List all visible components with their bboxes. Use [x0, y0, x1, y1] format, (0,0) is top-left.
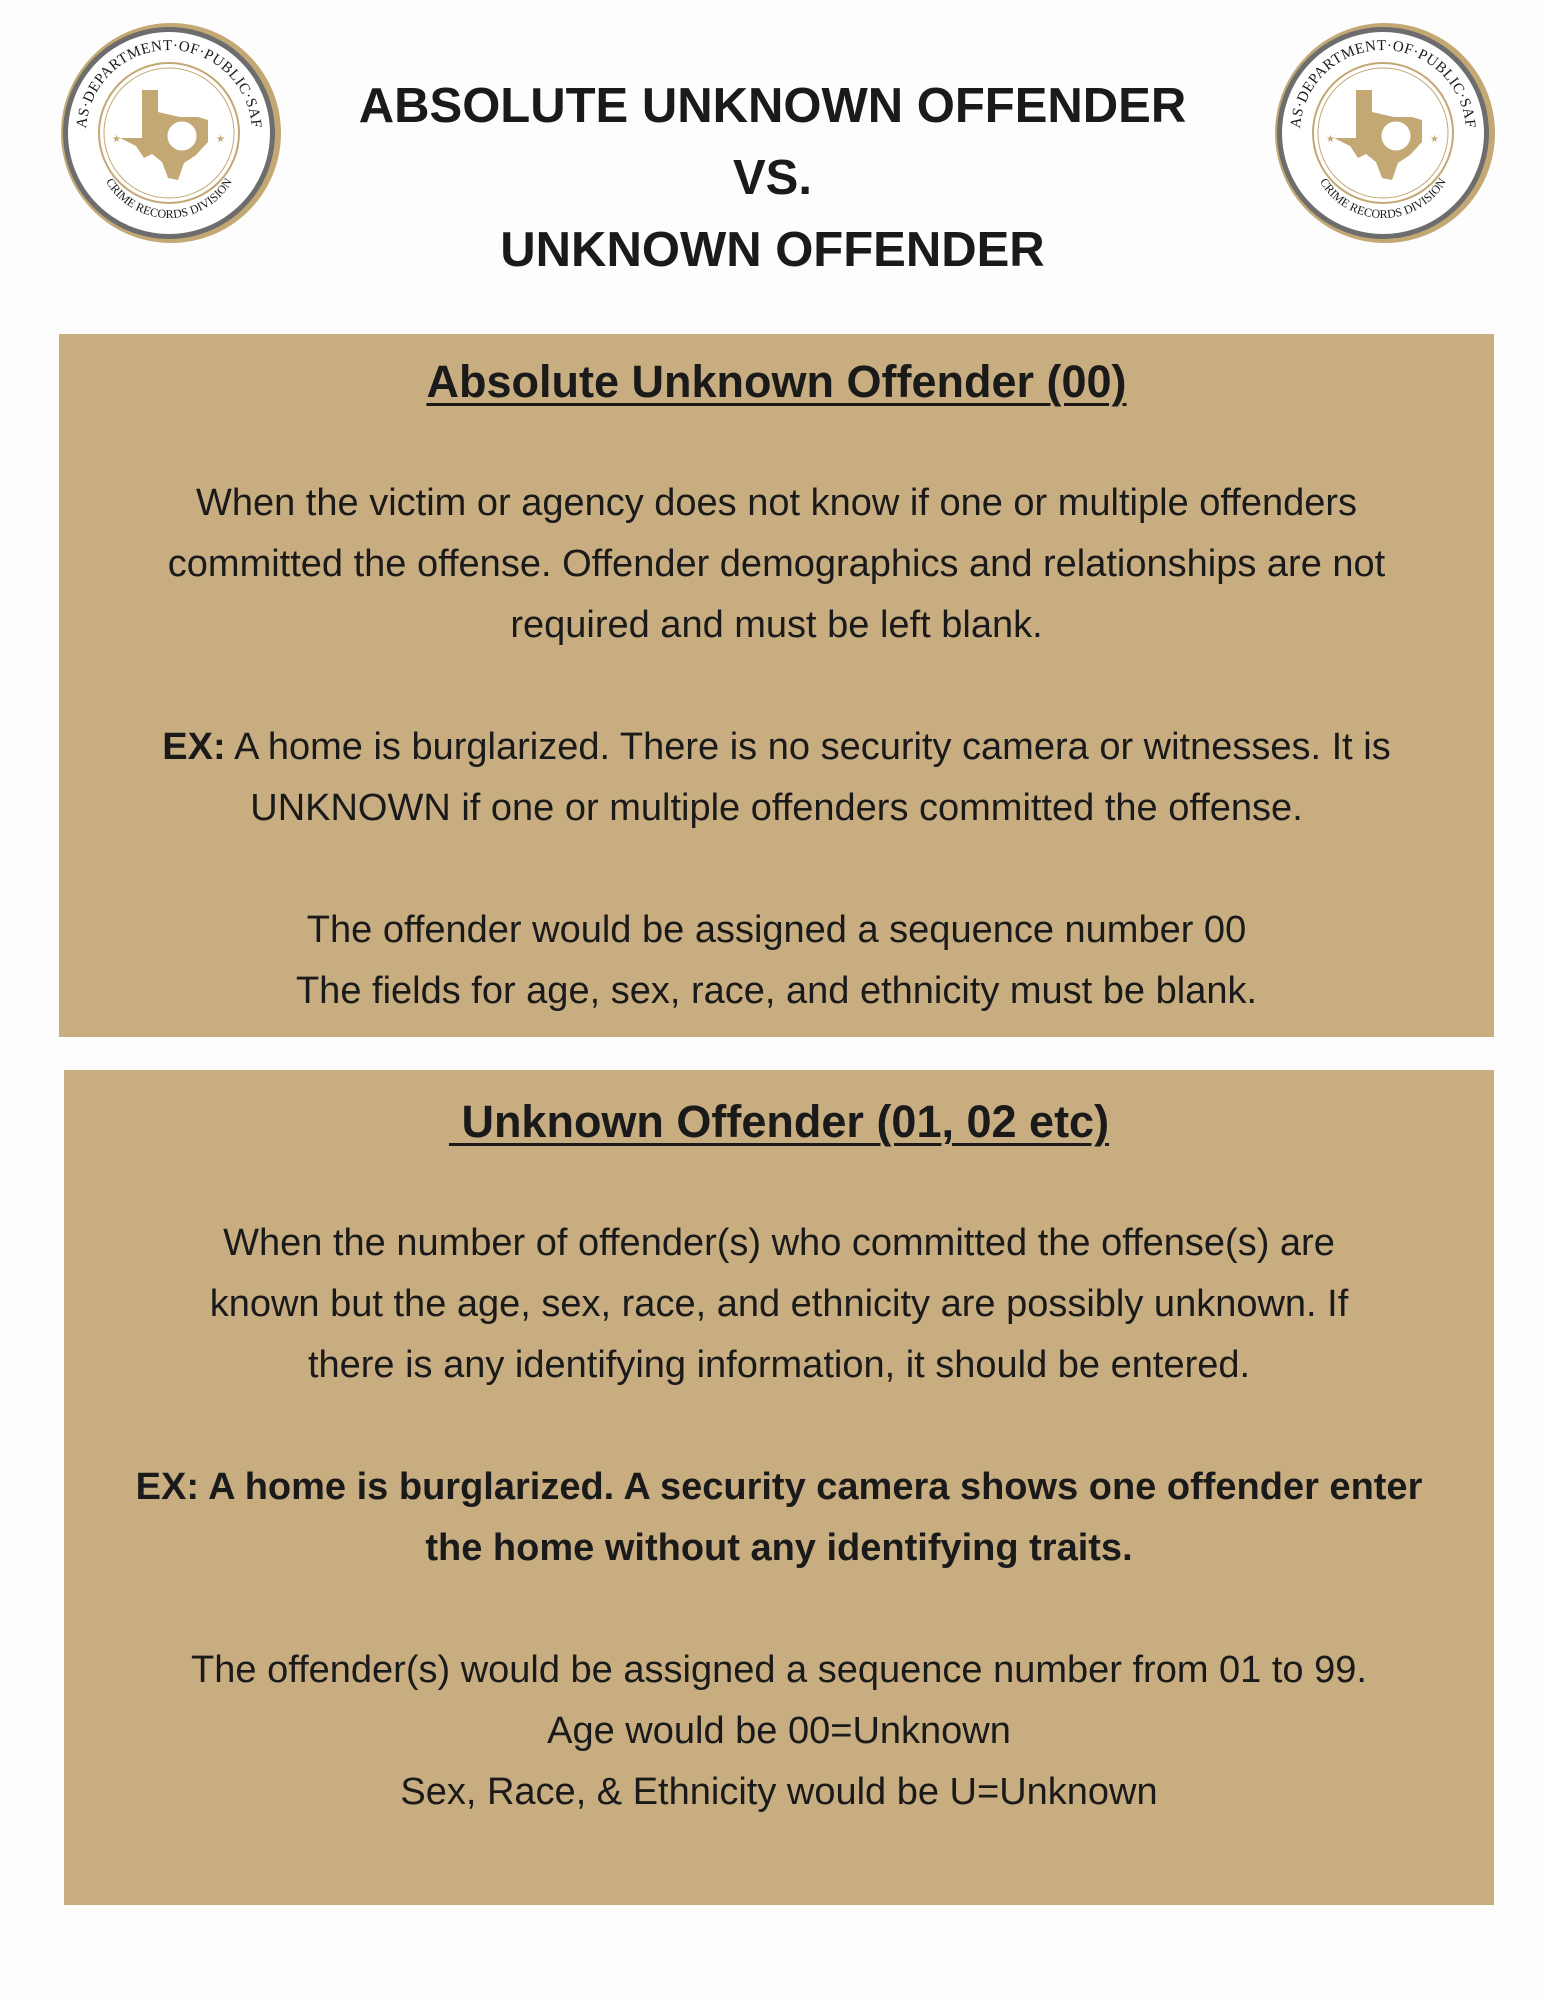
description-line: When the number of offender(s) who committed the offense(s) are [223, 1222, 1335, 1264]
example-line [59, 717, 1494, 778]
example-line: UNKNOWN if one or multiple offenders committed the offense. [250, 787, 1303, 829]
result-line: The fields for age, sex, race, and ethnicity must be blank. [295, 970, 1258, 1012]
panel-heading: Unknown Offender (01, 02 etc) [448, 1096, 1110, 1147]
result-line: Age would be 00=Unknown [547, 1710, 1011, 1752]
unknown-offender-panel [64, 1070, 1494, 1905]
description-line: there is any identifying information, it should be entered. [307, 1344, 1251, 1386]
description-line: required and must be left blank. [510, 604, 1043, 646]
title-line: ABSOLUTE UNKNOWN OFFENDER [358, 79, 1187, 133]
example-line: the home without any identifying traits. [425, 1527, 1133, 1569]
description-line: known but the age, sex, race, and ethnicity are possibly unknown. If [209, 1283, 1349, 1325]
example-label: EX: [162, 726, 226, 768]
page-title [0, 70, 1545, 286]
example-line: EX: A home is burglarized. A security camera shows one offender enter [135, 1466, 1423, 1508]
absolute-unknown-offender-panel [59, 334, 1494, 1037]
description-line: committed the offense. Offender demographics and relationships are not [167, 543, 1386, 585]
result-line: The offender would be assigned a sequence number 00 [306, 909, 1247, 951]
result-line: The offender(s) would be assigned a sequence number from 01 to 99. [191, 1649, 1367, 1691]
title-line: UNKNOWN OFFENDER [500, 223, 1045, 277]
panel-heading: Absolute Unknown Offender (00) [426, 356, 1127, 407]
title-line: VS. [733, 151, 812, 205]
result-line: Sex, Race, & Ethnicity would be U=Unknown [400, 1771, 1158, 1813]
example-text: A home is burglarized. There is no security camera or witnesses. It is [225, 726, 1391, 768]
description-line: When the victim or agency does not know if one or multiple offenders [195, 482, 1358, 524]
